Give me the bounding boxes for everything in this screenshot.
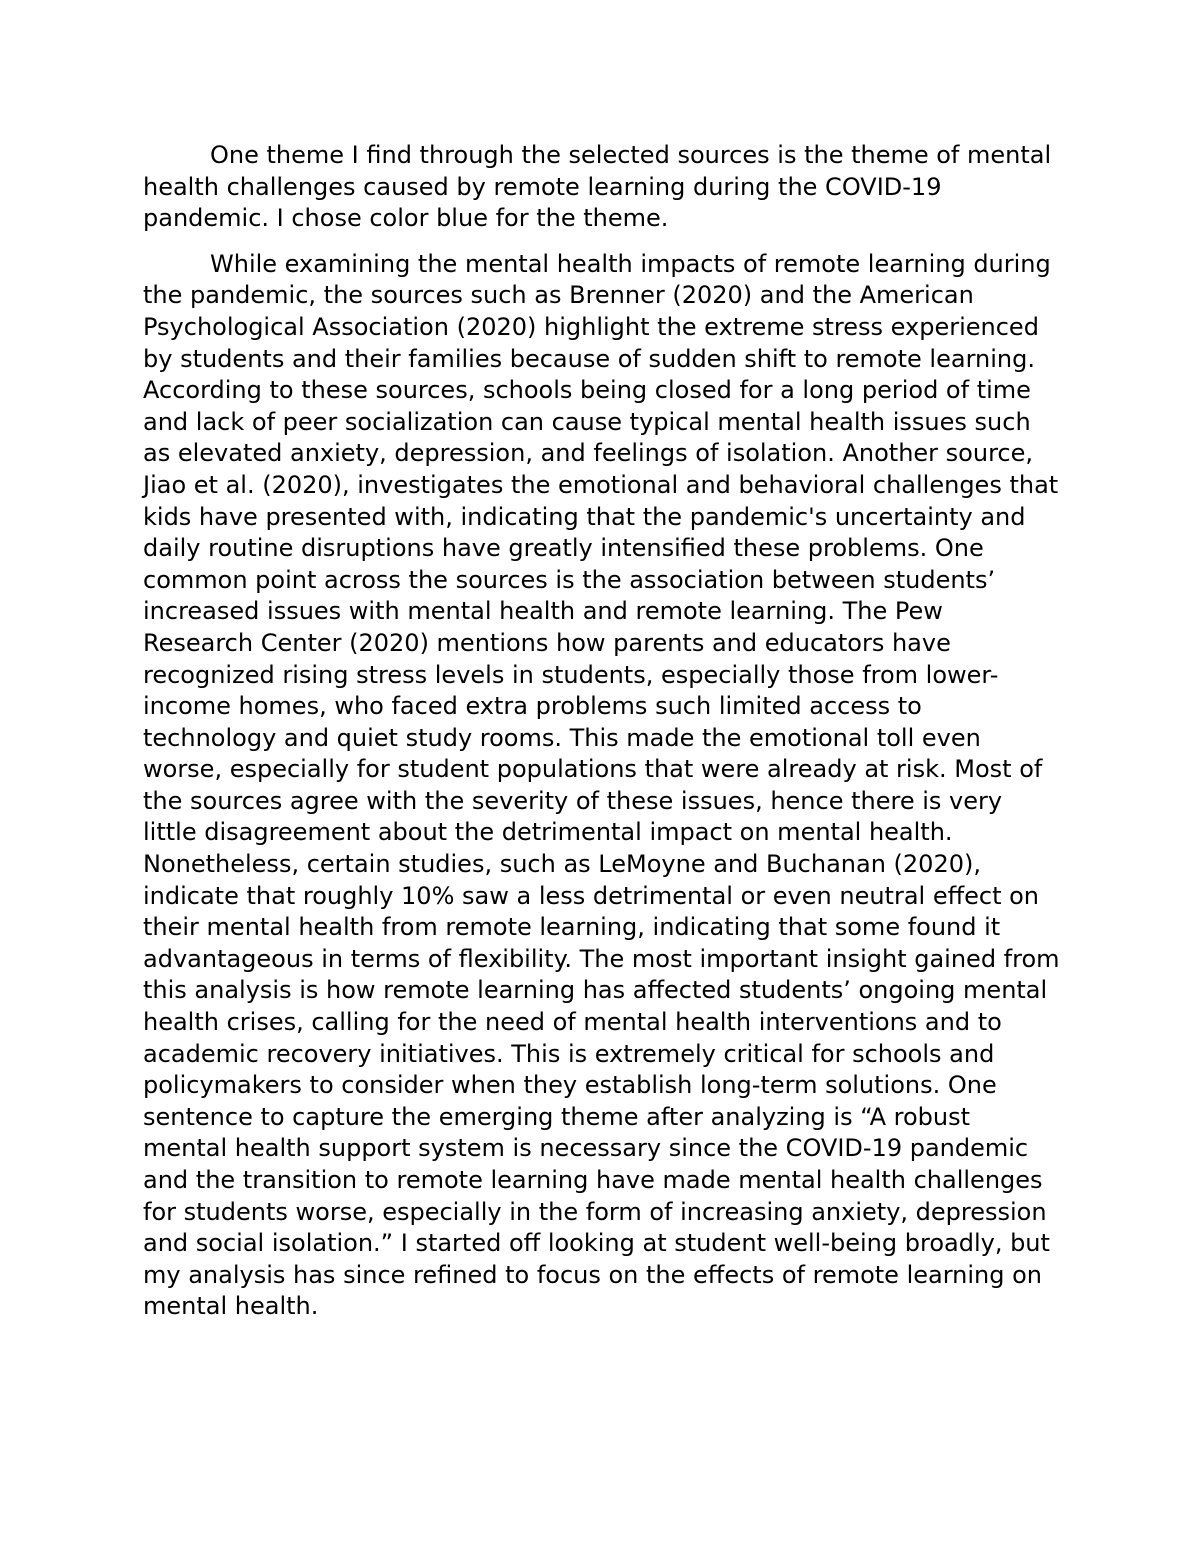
paragraph-theme-intro: One theme I find through the selected sources is the theme of mental health challenges caused by remote learning during the COVID-19 pandemic. I chose color blue for the theme. <box>143 141 1052 233</box>
paragraph-theme-analysis: While examining the mental health impacts of remote learning during the pandemic, the sources such as Brenner (2020) and the American Psychological Association (2020) highlight the extreme stress experienced by students and their families because of sudden shift to remote learning. According to these sources, schools being closed for a long period of time and lack of peer socialization can cause typical mental health issues such as elevated anxiety, depression, and feelings of isolation. Another source, Jiao et al. (2020), investigates the emotional and behavioral challenges that kids have presented with, indicating that the pandemic's uncertainty and daily routine disruptions have greatly intensified these problems. One common point across the sources is the association between students’ increased issues with mental health and remote learning. The Pew Research Center (2020) mentions how parents and educators have recognized rising stress levels in students, especially those from lower-income homes, who faced extra problems such limited access to technology and quiet study rooms. This made the emotional toll even worse, especially for student populations that were already at risk. Most of the sources agree with the severity of these issues, hence there is very little disagreement about the detrimental impact on mental health. Nonetheless, certain studies, such as LeMoyne and Buchanan (2020), indicate that roughly 10% saw a less detrimental or even neutral effect on their mental health from remote learning, indicating that some found it advantageous in terms of flexibility. The most important insight gained from this analysis is how remote learning has affected students’ ongoing mental health crises, calling for the need of mental health interventions and to academic recovery initiatives. This is extremely critical for schools and policymakers to consider when they establish long-term solutions. One sentence to capture the emerging theme after analyzing is “A robust mental health support system is necessary since the COVID-19 pandemic and the transition to remote learning have made mental health challenges for students worse, especially in the form of increasing anxiety, depression and social isolation.” I started off looking at student well-being broadly, but my analysis has since refined to focus on the effects of remote learning on mental health. <box>143 249 1060 1321</box>
